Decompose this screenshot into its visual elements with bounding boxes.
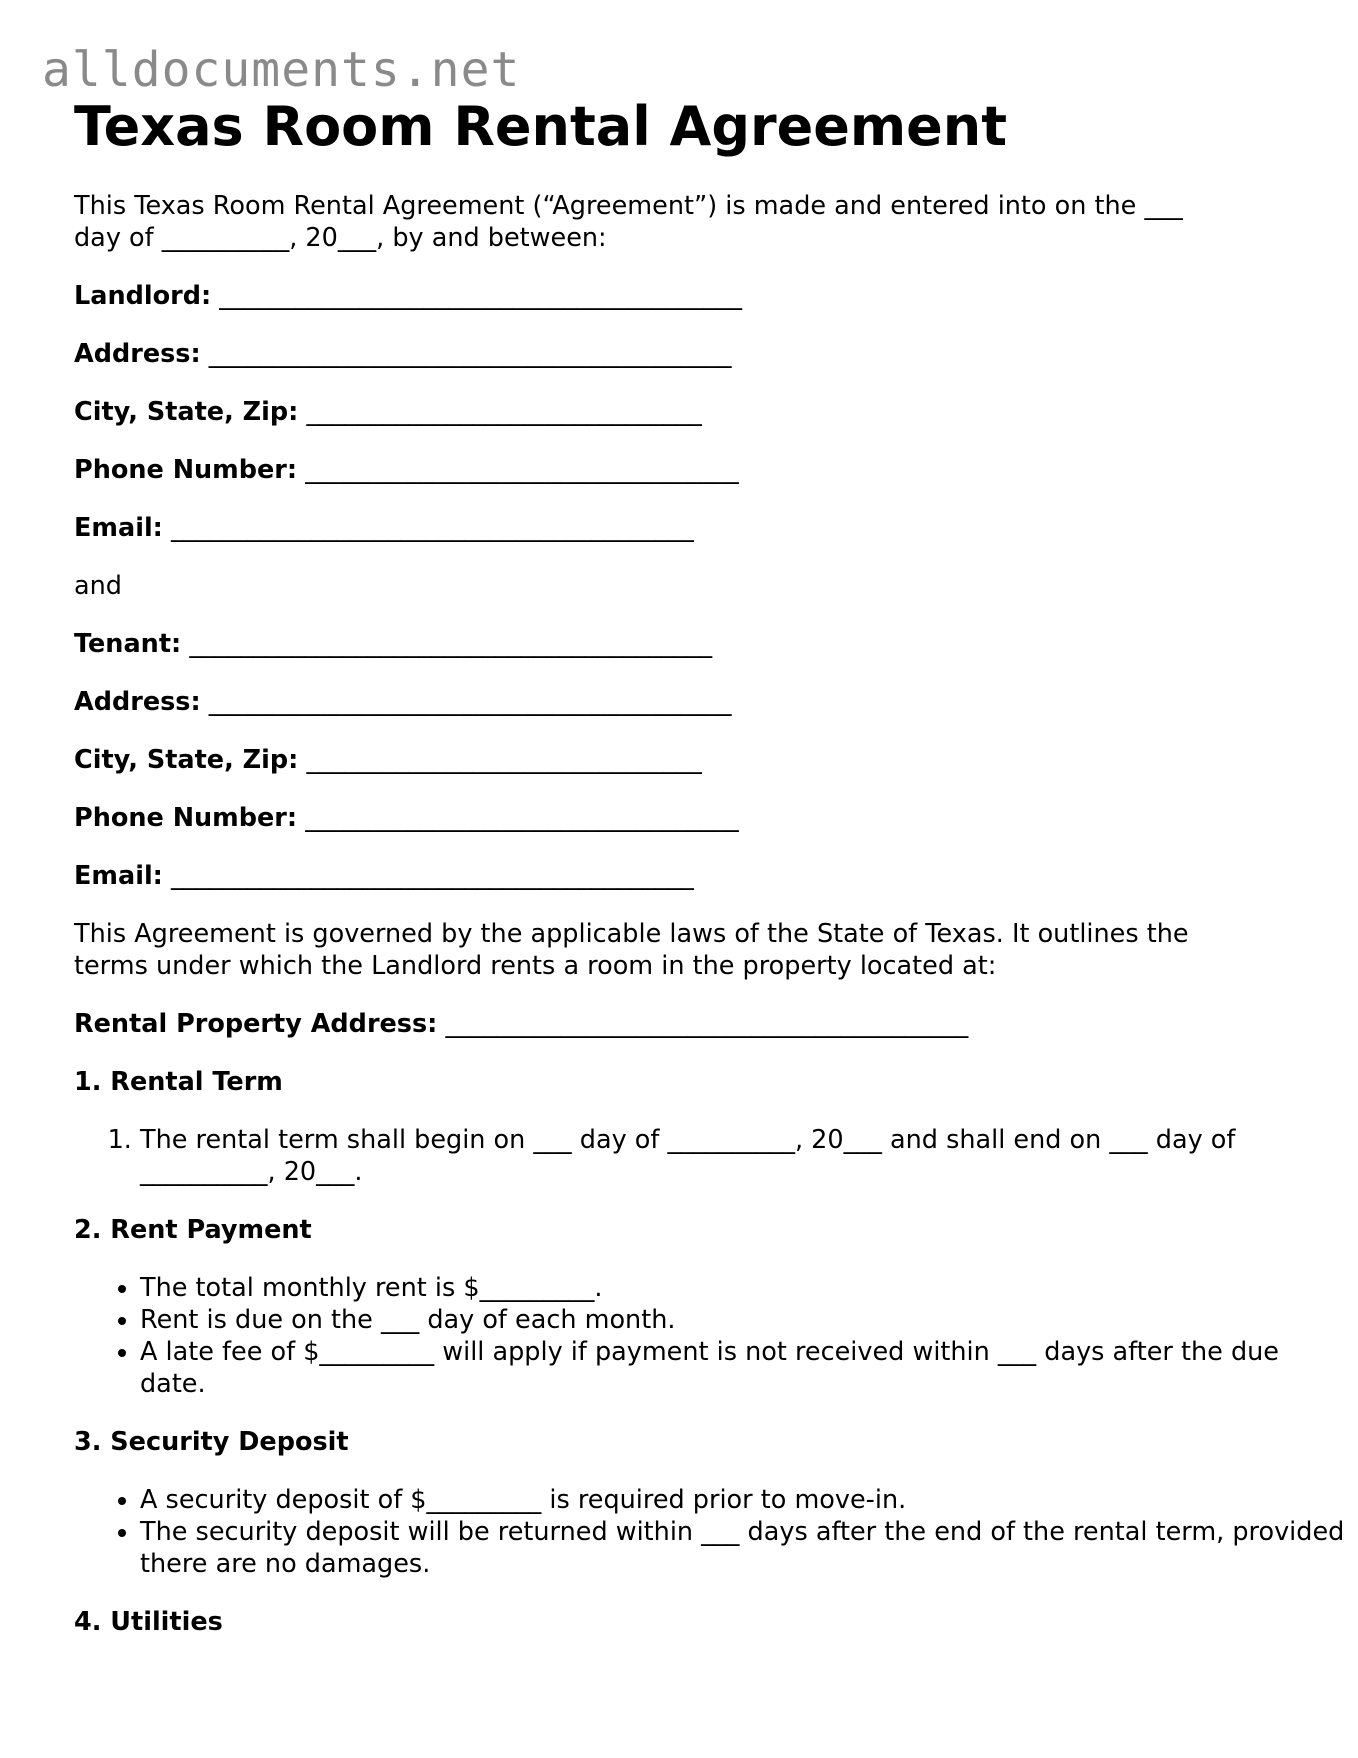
rental-term-list (74, 1124, 1350, 1188)
rent-payment-list (74, 1272, 1350, 1400)
section-heading-rental-term: 1. Rental Term (74, 1067, 283, 1097)
document-page (74, 92, 1345, 1638)
field-label: Phone Number: (74, 455, 298, 485)
tenant-phone-field (74, 802, 1274, 834)
blank-line: __________________________________ (305, 803, 739, 833)
page-title: Texas Room Rental Agreement (74, 95, 1008, 158)
watermark: alldocuments.net (42, 42, 521, 98)
blank-line: _________________________________________ (208, 339, 732, 369)
landlord-address-field (74, 338, 1274, 370)
tenant-email-field (74, 860, 1274, 892)
list-item: • The total monthly rent is $_________. (140, 1272, 1350, 1304)
landlord-email-field (74, 512, 1274, 544)
section-heading-rent-payment: 2. Rent Payment (74, 1215, 312, 1245)
section-heading-utilities: 4. Utilities (74, 1607, 223, 1637)
blank-line: _________________________________________ (171, 513, 694, 543)
landlord-city-field (74, 396, 1274, 428)
field-label: Phone Number: (74, 803, 298, 833)
blank-line: _______________________________ (306, 397, 702, 427)
field-label: Rental Property Address: (74, 1009, 438, 1039)
tenant-name-field (74, 628, 1274, 660)
list-item: • A security deposit of $_________ is required prior to move-in. (140, 1484, 1350, 1516)
property-address-field (74, 1008, 1274, 1040)
intro-paragraph: This Texas Room Rental Agreement (“Agreement”) is made and entered into on the ___ day of __________, 20___, by and between: (74, 191, 1183, 253)
list-item: 1. The rental term shall begin on ___ day of __________, 20___ and shall end on ___ day of __________, 20___. (140, 1124, 1350, 1188)
section-heading-security-deposit: 3. Security Deposit (74, 1427, 349, 1457)
field-label: Landlord: (74, 281, 212, 311)
blank-line: _________________________________________ (219, 281, 743, 311)
field-label: City, State, Zip: (74, 745, 299, 775)
and-text: and (74, 571, 122, 601)
field-label: Email: (74, 513, 163, 543)
governing-paragraph: This Agreement is governed by the applicable laws of the State of Texas. It outlines the terms under which the Landlord rents a room in the property located at: (74, 919, 1189, 981)
landlord-name-field (74, 280, 1274, 312)
security-deposit-list (74, 1484, 1350, 1580)
landlord-phone-field (74, 454, 1274, 486)
list-item: • The security deposit will be returned within ___ days after the end of the rental term, provided there are no damages. (140, 1516, 1350, 1580)
blank-line: _________________________________________ (445, 1009, 969, 1039)
tenant-city-field (74, 744, 1274, 776)
field-label: Address: (74, 339, 201, 369)
blank-line: _________________________________________ (208, 687, 732, 717)
field-label: City, State, Zip: (74, 397, 299, 427)
field-label: Email: (74, 861, 163, 891)
tenant-address-field (74, 686, 1274, 718)
field-label: Tenant: (74, 629, 182, 659)
field-label: Address: (74, 687, 201, 717)
blank-line: _________________________________________ (189, 629, 713, 659)
blank-line: _________________________________________ (171, 861, 694, 891)
list-item: • Rent is due on the ___ day of each month. (140, 1304, 1350, 1336)
blank-line: __________________________________ (305, 455, 739, 485)
list-item: • A late fee of $_________ will apply if payment is not received within ___ days after the due date. (140, 1336, 1350, 1400)
blank-line: _______________________________ (306, 745, 702, 775)
